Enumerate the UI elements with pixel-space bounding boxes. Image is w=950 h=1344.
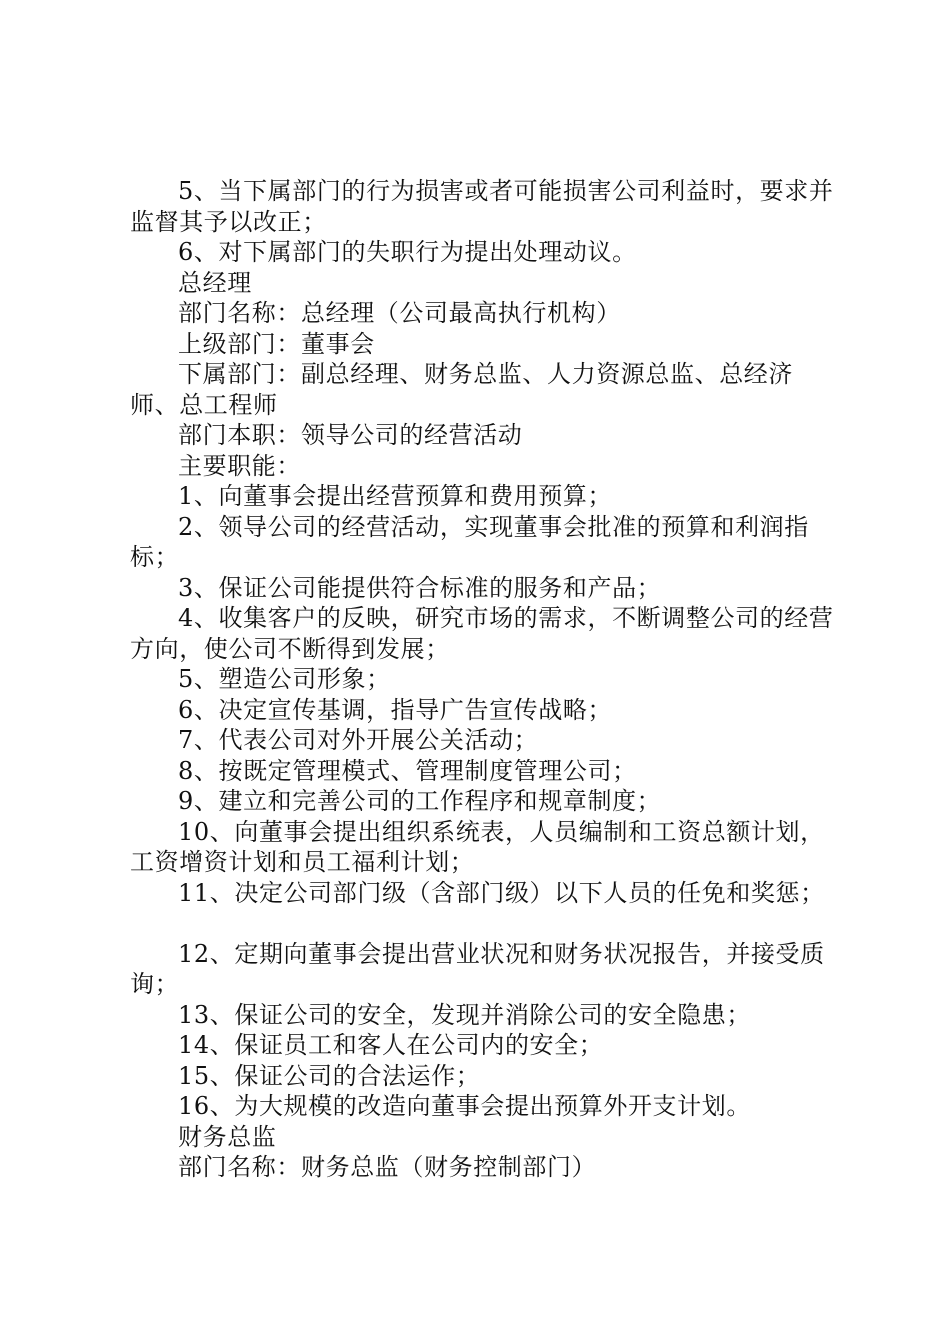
paragraph: 上级部门：董事会 — [178, 329, 375, 358]
list-item: 2、领导公司的经营活动，实现董事会批准的预算和利润指标； — [130, 512, 809, 571]
list-item: 1、向董事会提出经营预算和费用预算； — [178, 482, 613, 510]
list-item: 12、定期向董事会提出营业状况和财务状况报告，并接受质询； — [130, 939, 825, 998]
list-item: 5、塑造公司形象； — [178, 665, 391, 693]
paragraph: 下属部门：副总经理、财务总监、人力资源总监、总经济师、总工程师 — [130, 360, 793, 419]
paragraph: 部门名称：财务总监（财务控制部门） — [178, 1153, 597, 1181]
list-item: 13、保证公司的安全，发现并消除公司的安全隐患； — [178, 1000, 751, 1029]
paragraph: 部门本职：领导公司的经营活动 — [178, 421, 523, 449]
section-heading: 财务总监 — [178, 1122, 277, 1151]
list-item: 6、决定宣传基调，指导广告宣传战略； — [178, 695, 613, 724]
list-item: 8、按既定管理模式、管理制度管理公司； — [178, 756, 637, 785]
list-item: 4、收集客户的反映，研究市场的需求，不断调整公司的经营方向，使公司不断得到发展； — [130, 604, 834, 663]
document-body — [130, 176, 840, 1183]
list-item: 15、保证公司的合法运作； — [178, 1061, 481, 1090]
paragraph: 主要职能： — [178, 451, 301, 480]
list-item: 11、决定公司部门级（含部门级）以下人员的任免和奖惩； — [178, 878, 825, 907]
list-item: 3、保证公司能提供符合标准的服务和产品； — [178, 573, 662, 602]
list-item: 10、向董事会提出组织系统表，人员编制和工资总额计划，工资增资计划和员工福利计划； — [130, 817, 825, 876]
list-item: 9、建立和完善公司的工作程序和规章制度； — [178, 787, 662, 815]
section-heading: 总经理 — [178, 268, 252, 297]
paragraph: 6、对下属部门的失职行为提出处理动议。 — [178, 238, 637, 266]
blank-line — [130, 908, 840, 939]
list-item: 16、为大规模的改造向董事会提出预算外开支计划。 — [178, 1092, 751, 1120]
list-item: 7、代表公司对外开展公关活动； — [178, 726, 539, 754]
paragraph: 5、当下属部门的行为损害或者可能损害公司利益时，要求并监督其予以改正； — [130, 177, 834, 236]
paragraph: 部门名称：总经理（公司最高执行机构） — [178, 299, 621, 327]
list-item: 14、保证员工和客人在公司内的安全； — [178, 1031, 604, 1059]
